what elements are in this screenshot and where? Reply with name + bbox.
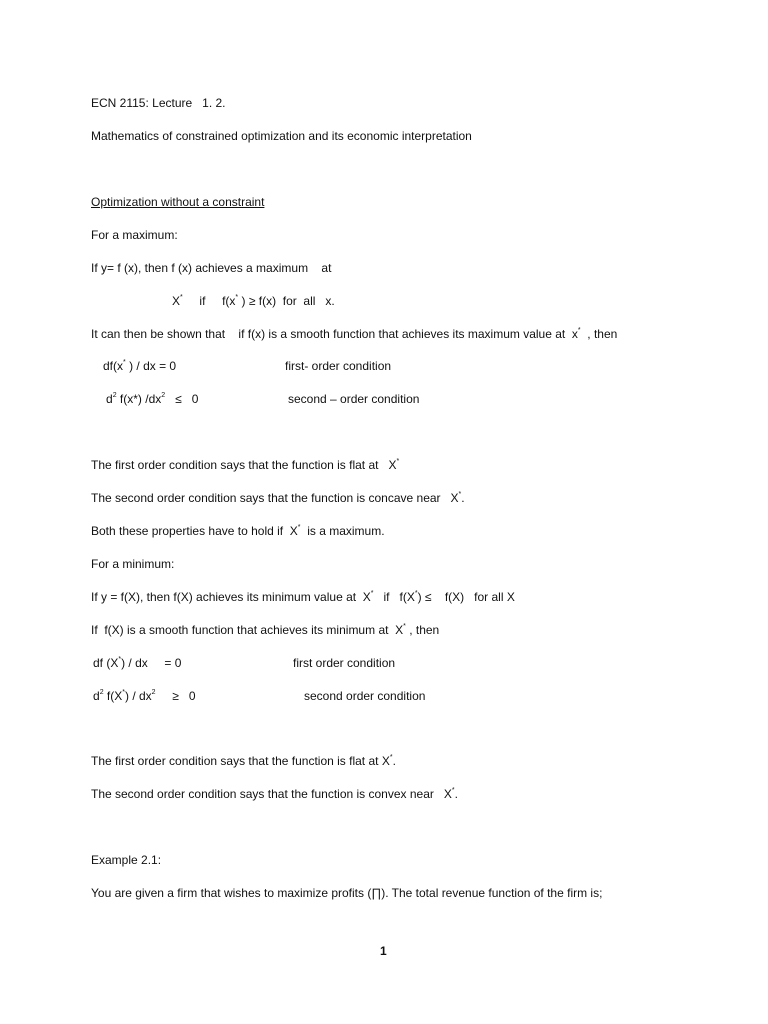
maximum-both-statement: Both these properties have to hold if X* is a maximum. [91,524,385,538]
section-heading: Optimization without a constraint [91,195,265,209]
maximum-condition: X* if f(x* ) ≥ f(x) for all x. [172,294,335,308]
maximum-flat-statement: The first order condition says that the function is flat at X* [91,458,400,472]
minimum-foc-label: first order condition [293,656,396,670]
page-number: 1 [380,944,387,958]
lecture-header: ECN 2115: Lecture 1. 2. [91,96,226,110]
minimum-intro: If y = f(X), then f(X) achieves its minimum value at X* if f(X*) ≤ f(X) for all X [91,590,515,604]
minimum-foc-equation: df (X*) / dx = 0 [93,656,182,670]
maximum-foc-label: first- order condition [285,359,392,373]
minimum-label: For a minimum: [91,557,175,571]
lecture-topic: Mathematics of constrained optimization and its economic interpretation [91,129,472,143]
maximum-smooth-statement: It can then be shown that if f(x) is a smooth function that achieves its maximum value at x* , then [91,327,618,341]
example-text: You are given a firm that wishes to maximize profits (∏). The total revenue function of the firm is; [91,886,603,900]
minimum-smooth-statement: If f(X) is a smooth function that achieves its minimum at X* , then [91,623,440,637]
maximum-foc-equation: df(x* ) / dx = 0 [103,359,177,373]
example-label: Example 2.1: [91,853,162,867]
minimum-soc-label: second order condition [304,689,426,703]
maximum-soc-label: second – order condition [288,392,420,406]
maximum-intro: If y= f (x), then f (x) achieves a maximum at [91,261,332,275]
minimum-flat-statement: The first order condition says that the function is flat at X*. [91,754,396,768]
maximum-soc-equation: $d^2$ f(x*) $/dx^2 \le 0$ [106,392,199,406]
minimum-soc-equation: $d^2$ $f(X^*) / dx^2$ ≥ 0 [93,689,196,703]
maximum-label: For a maximum: [91,228,178,242]
minimum-convex-statement: The second order condition says that the function is convex near X*. [91,787,458,801]
maximum-concave-statement: The second order condition says that the function is concave near X*. [91,491,465,505]
